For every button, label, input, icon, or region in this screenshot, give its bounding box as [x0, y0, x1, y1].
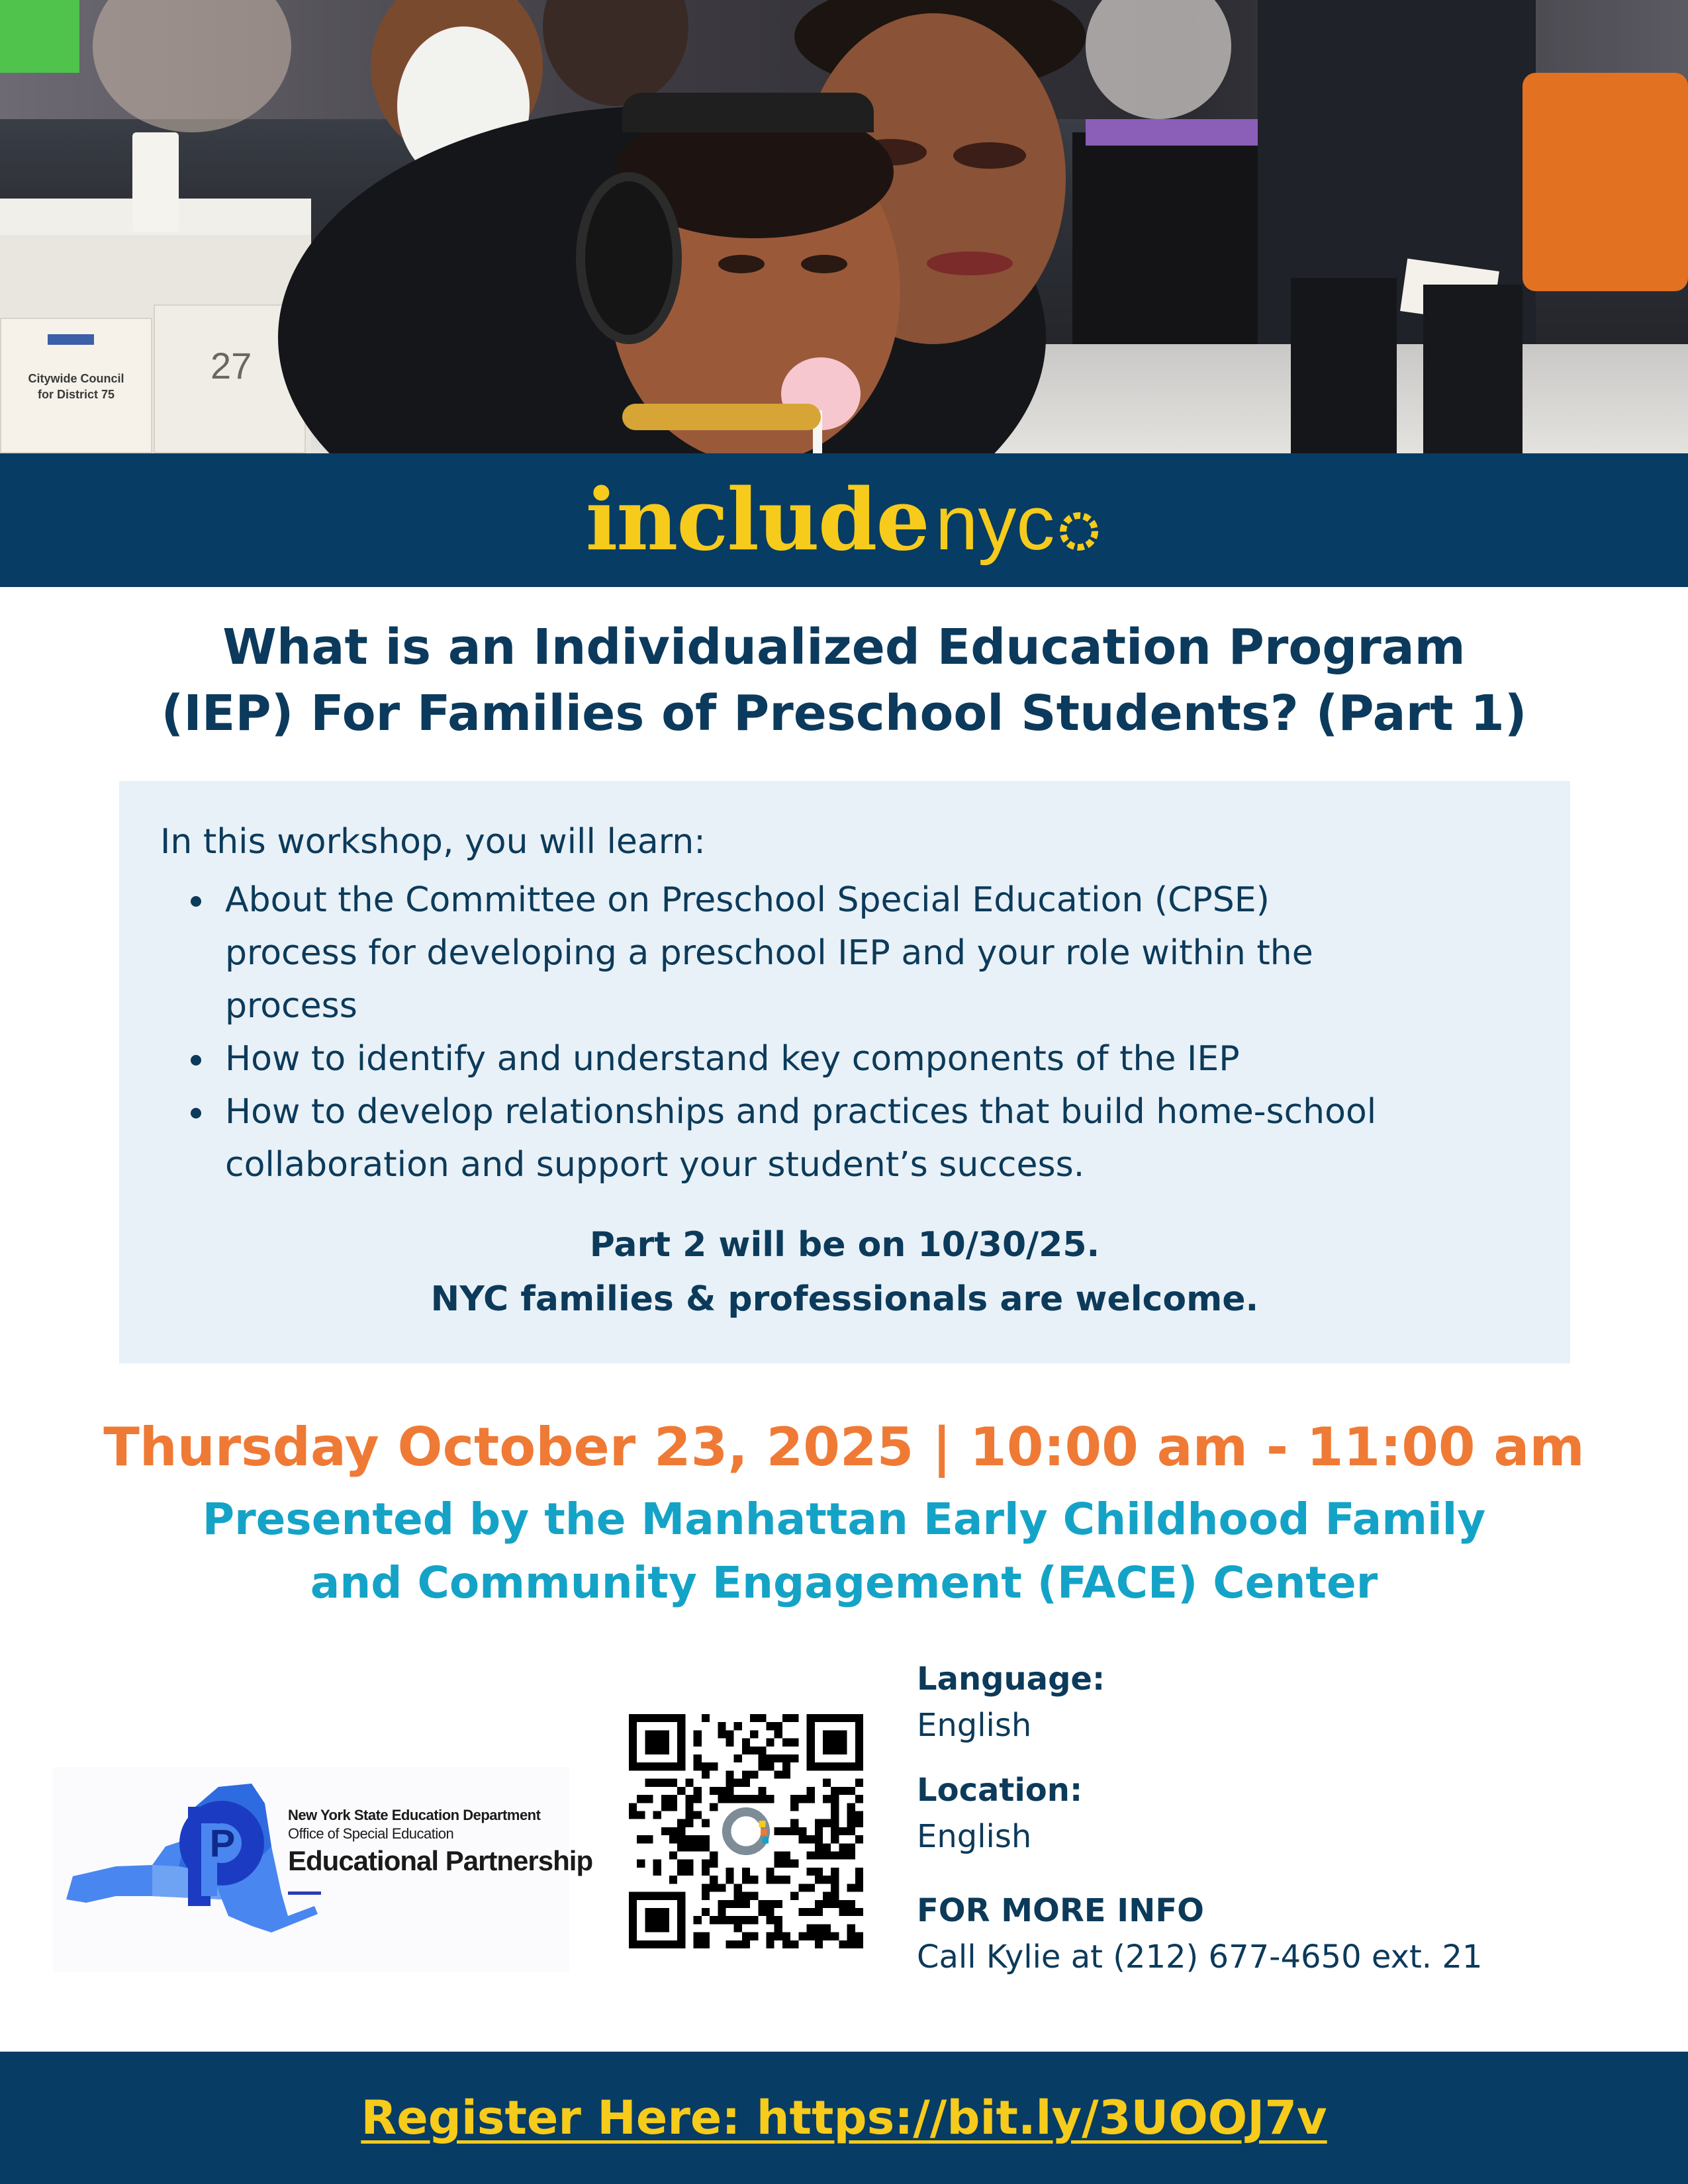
- logo-ring-icon: [1056, 508, 1102, 555]
- partner-underline: [288, 1891, 321, 1895]
- list-item: [225, 1085, 1536, 1191]
- workshop-info-box: [119, 781, 1570, 1363]
- partner-line2: Office of Special Education: [288, 1825, 454, 1842]
- presenter-line1: Presented by the Manhattan Early Childhood Family: [202, 1494, 1486, 1545]
- include-nyc-logo: [586, 471, 1103, 570]
- brand-band: [0, 453, 1688, 587]
- table-number: 27: [211, 345, 252, 387]
- learning-list: [225, 874, 1536, 1191]
- logo-suffix: nyc: [935, 480, 1055, 566]
- event-details: [917, 1656, 1632, 1980]
- list-item: [225, 1032, 1536, 1085]
- title-line2: (IEP) For Families of Preschool Students? (Part 1): [161, 685, 1527, 742]
- list-item: [225, 874, 1536, 1032]
- welcome-note: NYC families & professionals are welcome.: [430, 1279, 1259, 1319]
- language-value: English: [917, 1707, 1032, 1744]
- more-info-value: Call Kylie at (212) 677-4650 ext. 21: [917, 1938, 1483, 1976]
- workshop-notes: [119, 1218, 1570, 1326]
- table-sign: [0, 371, 152, 402]
- bullet-icon: [191, 896, 201, 907]
- qr-code[interactable]: [629, 1714, 863, 1948]
- partner-logo-letter: P: [209, 1822, 236, 1865]
- hero-photo: [0, 0, 1688, 453]
- language-label: Language:: [917, 1661, 1105, 1698]
- location-label: Location:: [917, 1772, 1083, 1809]
- part2-note: Part 2 will be on 10/30/25.: [589, 1225, 1100, 1265]
- register-link[interactable]: Register Here: https://bit.ly/3UOOJ7v: [361, 2091, 1327, 2145]
- logo-word: include: [585, 471, 929, 570]
- list-item-line: How to identify and understand key components of the IEP: [225, 1039, 1240, 1079]
- bullet-icon: [191, 1055, 201, 1066]
- table-sign-line1: Citywide Council: [28, 372, 124, 385]
- table-sign-line2: for District 75: [37, 388, 115, 401]
- partner-text: [288, 1807, 592, 1877]
- list-item-line: process for developing a preschool IEP and your role within the: [225, 933, 1313, 973]
- presenter-line2: and Community Engagement (FACE) Center: [310, 1557, 1378, 1608]
- event-date-time: Thursday October 23, 2025 | 10:00 am - 11:00 am: [103, 1416, 1585, 1478]
- bullet-icon: [191, 1108, 201, 1118]
- partner-line3: Educational Partnership: [288, 1845, 593, 1876]
- list-item-line: About the Committee on Preschool Special Education (CPSE): [225, 880, 1270, 920]
- partner-line1: New York State Education Department: [288, 1807, 541, 1823]
- list-item-line: process: [225, 986, 357, 1026]
- page-title: [66, 614, 1622, 747]
- list-item-line: How to develop relationships and practices that build home-school: [225, 1092, 1377, 1132]
- presenter: [132, 1488, 1556, 1615]
- footer-band: [0, 2052, 1688, 2184]
- location-value: English: [917, 1818, 1032, 1855]
- workshop-intro: In this workshop, you will learn:: [160, 822, 706, 862]
- title-line1: What is an Individualized Education Program: [222, 619, 1466, 676]
- more-info-label: FOR MORE INFO: [917, 1892, 1204, 1929]
- list-item-line: collaboration and support your student’s success.: [225, 1145, 1085, 1185]
